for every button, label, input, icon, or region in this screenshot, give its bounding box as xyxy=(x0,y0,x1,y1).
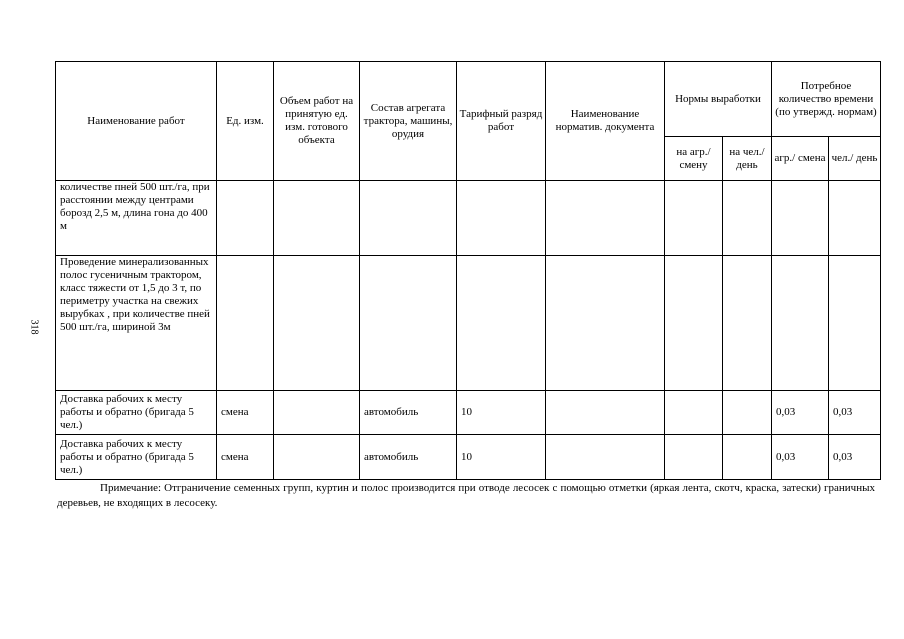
table-row xyxy=(56,181,881,256)
header-unit: Ед. изм. xyxy=(217,62,274,181)
table-row xyxy=(56,256,881,391)
header-norms: Нормы выработки xyxy=(665,62,772,137)
cell-document xyxy=(546,435,665,480)
cell-unit xyxy=(217,256,274,391)
cell-name: количестве пней 500 шт./га, при расстоянии между центрами борозд 2,5 м, длина гона до 400 м xyxy=(56,181,217,256)
header-norms-man: на чел./ день xyxy=(723,137,772,181)
cell-name: Доставка рабочих к месту работы и обратно (бригада 5 чел.) xyxy=(56,435,217,480)
cell-time-agr: 0,03 xyxy=(772,391,829,435)
cell-norm-man xyxy=(723,391,772,435)
cell-grade xyxy=(457,256,546,391)
table-row xyxy=(56,435,881,480)
cell-volume xyxy=(274,256,360,391)
table-row xyxy=(56,391,881,435)
cell-volume xyxy=(274,391,360,435)
works-table xyxy=(55,61,881,480)
cell-norm-agr xyxy=(665,256,723,391)
cell-volume xyxy=(274,435,360,480)
header-volume: Объем работ на принятую ед. изм. готового объекта xyxy=(274,62,360,181)
header-norms-agr: на агр./ смену xyxy=(665,137,723,181)
cell-document xyxy=(546,256,665,391)
cell-unit: смена xyxy=(217,391,274,435)
cell-norm-man xyxy=(723,435,772,480)
cell-document xyxy=(546,181,665,256)
cell-composition xyxy=(360,181,457,256)
cell-document xyxy=(546,391,665,435)
footnote-note: Примечание: Отграничение семенных групп, куртин и полос производится при отводе лесосек с помощью отметки (яркая лента, скотч, краска, затески) граничных деревьев, не входящих в лесосеку. xyxy=(57,482,875,509)
cell-time-man xyxy=(829,256,881,391)
header-grade: Тарифный разряд работ xyxy=(457,62,546,181)
header-time: Потребное количество времени (по утвержд. нормам) xyxy=(772,62,881,137)
cell-time-agr xyxy=(772,256,829,391)
cell-norm-man xyxy=(723,181,772,256)
header-composition: Состав агрегата трактора, машины, орудия xyxy=(360,62,457,181)
cell-composition: автомобиль xyxy=(360,391,457,435)
cell-grade xyxy=(457,181,546,256)
cell-unit xyxy=(217,181,274,256)
cell-time-agr xyxy=(772,181,829,256)
cell-norm-man xyxy=(723,256,772,391)
cell-time-man: 0,03 xyxy=(829,435,881,480)
cell-grade: 10 xyxy=(457,435,546,480)
cell-norm-agr xyxy=(665,391,723,435)
header-time-man: чел./ день xyxy=(829,137,881,181)
cell-time-man xyxy=(829,181,881,256)
cell-name: Доставка рабочих к месту работы и обратно (бригада 5 чел.) xyxy=(56,391,217,435)
cell-time-agr: 0,03 xyxy=(772,435,829,480)
cell-composition: автомобиль xyxy=(360,435,457,480)
cell-time-man: 0,03 xyxy=(829,391,881,435)
cell-norm-agr xyxy=(665,435,723,480)
page-number: 318 xyxy=(28,319,40,335)
cell-name: Проведение минерализованных полос гусеничным трактором, класс тяжести от 1,5 до 3 т, по периметру участка на свежих вырубках , при количестве пней 500 шт./га, шириной 3м xyxy=(56,256,217,391)
cell-composition xyxy=(360,256,457,391)
header-document: Наименование норматив. документа xyxy=(546,62,665,181)
cell-volume xyxy=(274,181,360,256)
header-name: Наименование работ xyxy=(56,62,217,181)
cell-norm-agr xyxy=(665,181,723,256)
cell-grade: 10 xyxy=(457,391,546,435)
header-time-agr: агр./ смена xyxy=(772,137,829,181)
cell-unit: смена xyxy=(217,435,274,480)
